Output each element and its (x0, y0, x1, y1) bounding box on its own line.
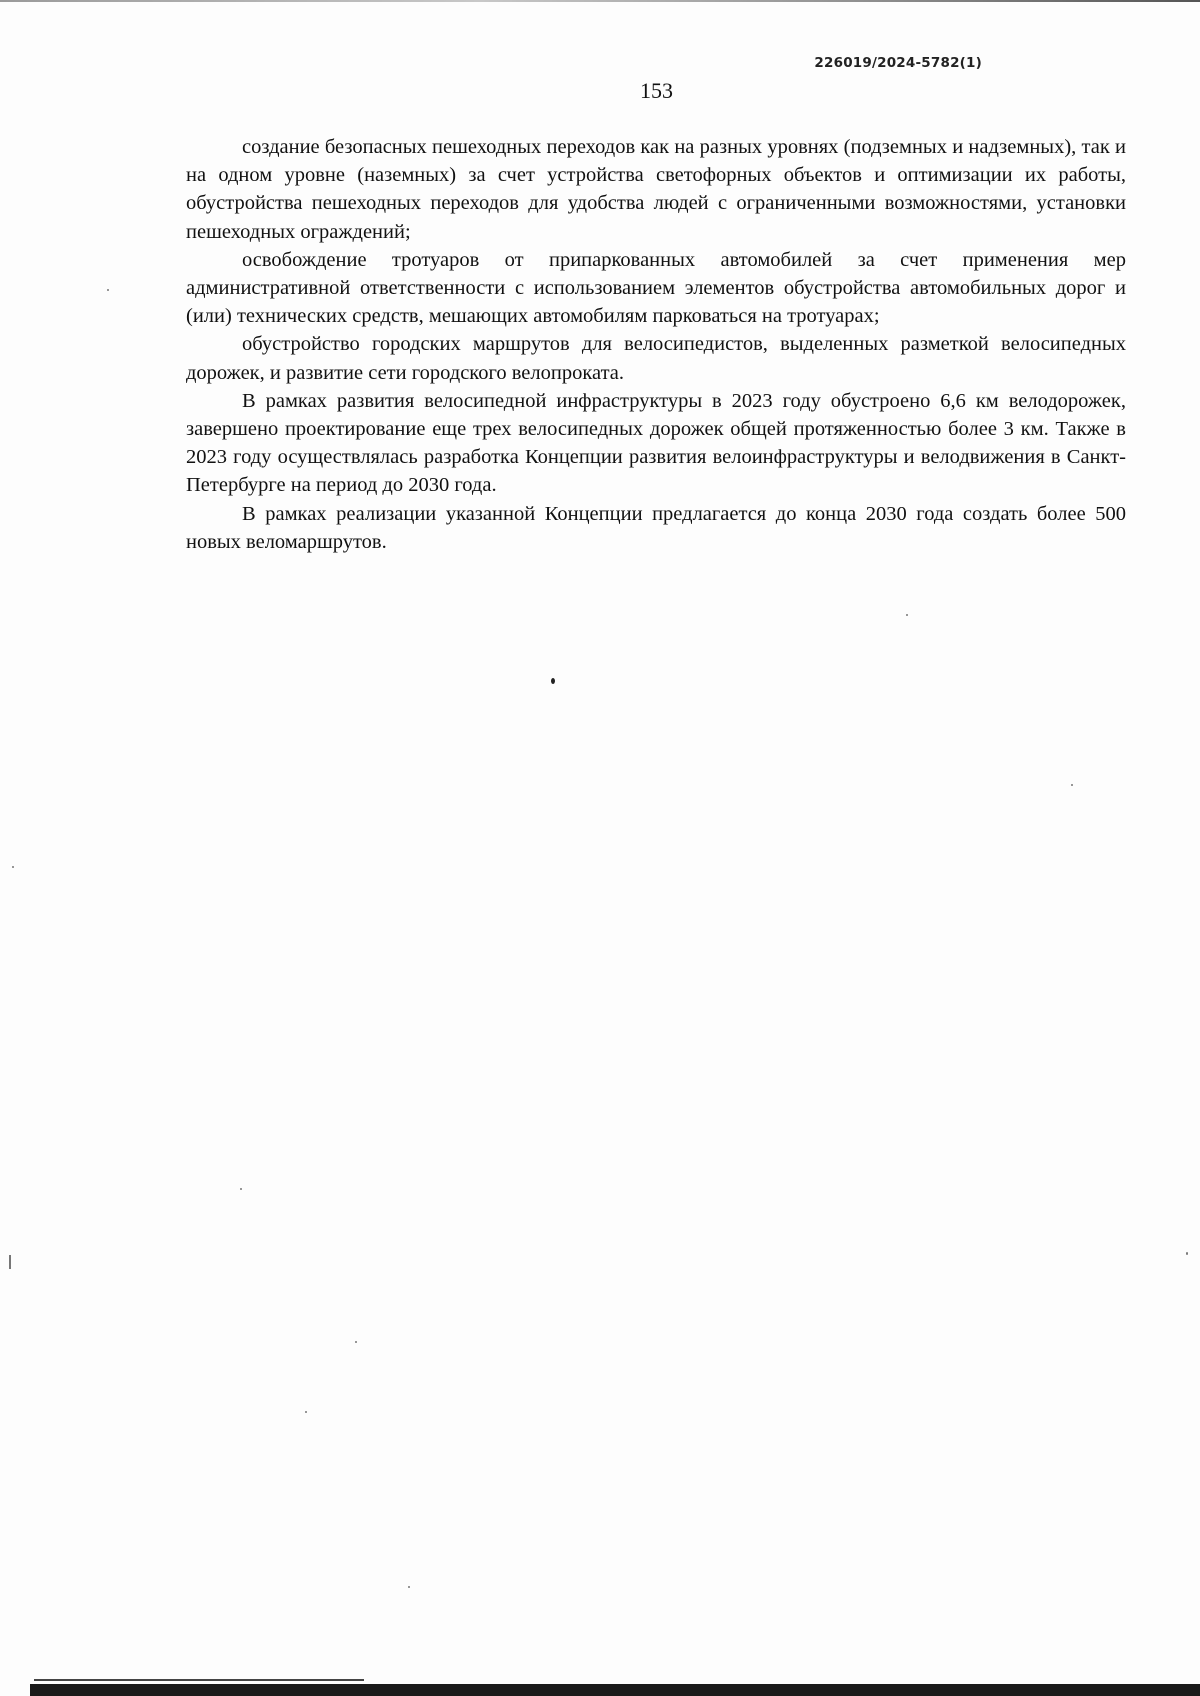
top-scan-edge (0, 0, 1200, 2)
registration-number: 226019/2024-5782(1) (814, 55, 982, 71)
scan-speck (305, 1411, 307, 1413)
scan-speck (408, 1586, 410, 1588)
scan-speck (12, 866, 14, 868)
paragraph-bicycle-infrastructure-2023: В рамках развития велосипедной инфраструктуры в 2023 году обустроено 6,6 км велодорожек, завершено проектирование еще трех велосипедных дорожек общей протяженностью более 3 км. Также в 2023 году осуществлялась разработка Концепции развития велоинфраструктуры и велодвижения в Санкт-Петербурге на период до 2030 года. (186, 389, 1126, 497)
scan-speck (107, 289, 109, 291)
body-text (186, 133, 1126, 556)
paragraph-concept-2030: В рамках реализации указанной Концепции предлагается до конца 2030 года создать более 500 новых веломаршрутов. (186, 502, 1126, 553)
paragraph-bicycle-routes: обустройство городских маршрутов для велосипедистов, выделенных разметкой велосипедных дорожек, и развитие сети городского велопроката. (186, 333, 1126, 384)
scan-speck (906, 614, 908, 616)
scan-speck (9, 1255, 11, 1269)
paragraph-pedestrian-crossings: создание безопасных пешеходных переходов как на разных уровнях (подземных и надземных), так и на одном уровне (наземных) за счет устройства светофорных объектов и оптимизации их работы, обустройства пешеходных переходов для удобства людей с ограниченными возможностями, установки пешеходных ограждений; (186, 136, 1126, 243)
paragraph-sidewalk-parking: освобождение тротуаров от припаркованных автомобилей за счет применения мер административной ответственности с использованием элементов обустройства автомобильных дорог и (или) технических средств, мешающих автомобилям парковаться на тротуарах; (186, 248, 1126, 328)
scan-speck (355, 1341, 357, 1343)
page-number: 153 (640, 78, 673, 103)
bottom-scan-edge-thin (34, 1679, 364, 1681)
scan-speck (551, 678, 555, 684)
scan-speck (1186, 1252, 1188, 1255)
scan-speck (1071, 784, 1073, 786)
bottom-scan-edge (30, 1684, 1200, 1696)
scan-speck (240, 1188, 242, 1190)
